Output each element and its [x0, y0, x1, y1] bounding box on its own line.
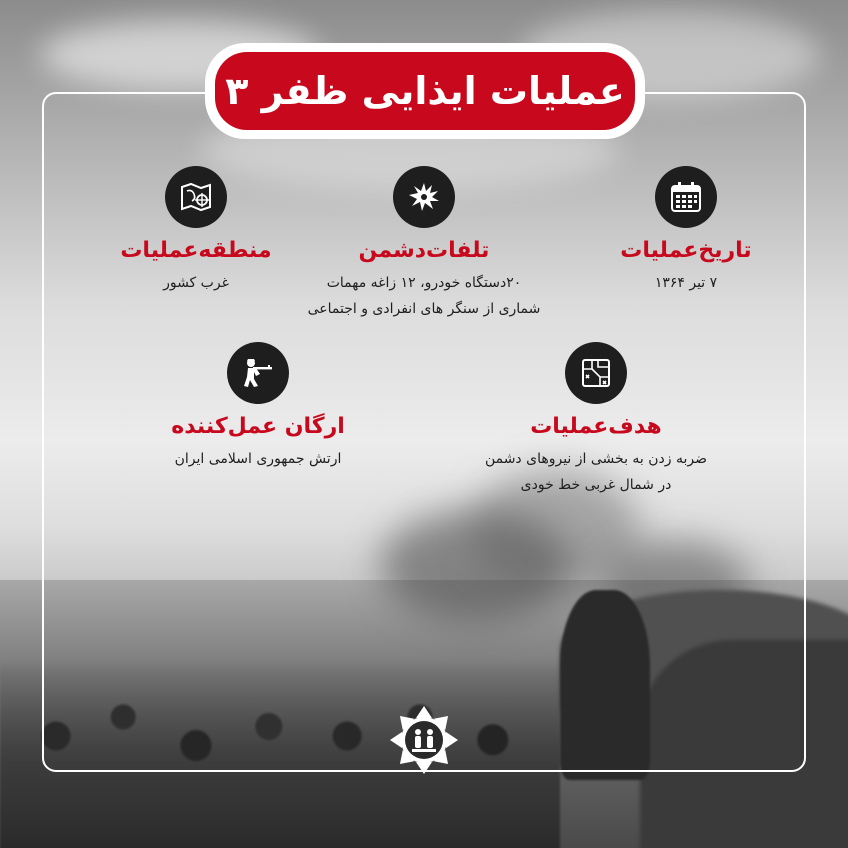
emblem-logo — [388, 704, 460, 776]
area-text: غرب کشور — [163, 275, 229, 291]
goal-title: هدف‌عملیات — [530, 414, 662, 439]
area-title: منطقه‌عملیات — [120, 238, 272, 263]
map-target-icon — [165, 166, 227, 228]
goal-line-1: ضربه زدن به بخشی از نیروهای دشمن — [484, 451, 708, 467]
calendar-icon — [655, 166, 717, 228]
date-text: ۷ تیر ۱۳۶۴ — [654, 275, 718, 291]
losses-line-2: شماری از سنگر های انفرادی و اجتماعی — [307, 301, 541, 317]
info-item-unit — [108, 342, 408, 472]
losses-title: تلفات‌دشمن — [358, 238, 490, 263]
info-item-area — [46, 166, 346, 296]
unit-text: ارتش جمهوری اسلامی ایران — [174, 451, 342, 467]
goal-text — [446, 446, 746, 498]
goal-line-2: در شمال غربی خط خودی — [520, 477, 672, 493]
unit-title: ارگان عمل‌کننده — [171, 414, 345, 439]
page-title: عملیات ایذایی ظفر ۳ — [215, 52, 635, 130]
soldier-icon — [227, 342, 289, 404]
date-title: تاریخ‌عملیات — [620, 238, 752, 263]
explosion-icon — [393, 166, 455, 228]
info-item-date — [536, 166, 836, 296]
losses-line-1: ۲۰دستگاه خودرو، ۱۲ زاغه مهمات — [326, 275, 522, 291]
info-item-goal — [446, 342, 746, 498]
tactical-map-icon — [565, 342, 627, 404]
